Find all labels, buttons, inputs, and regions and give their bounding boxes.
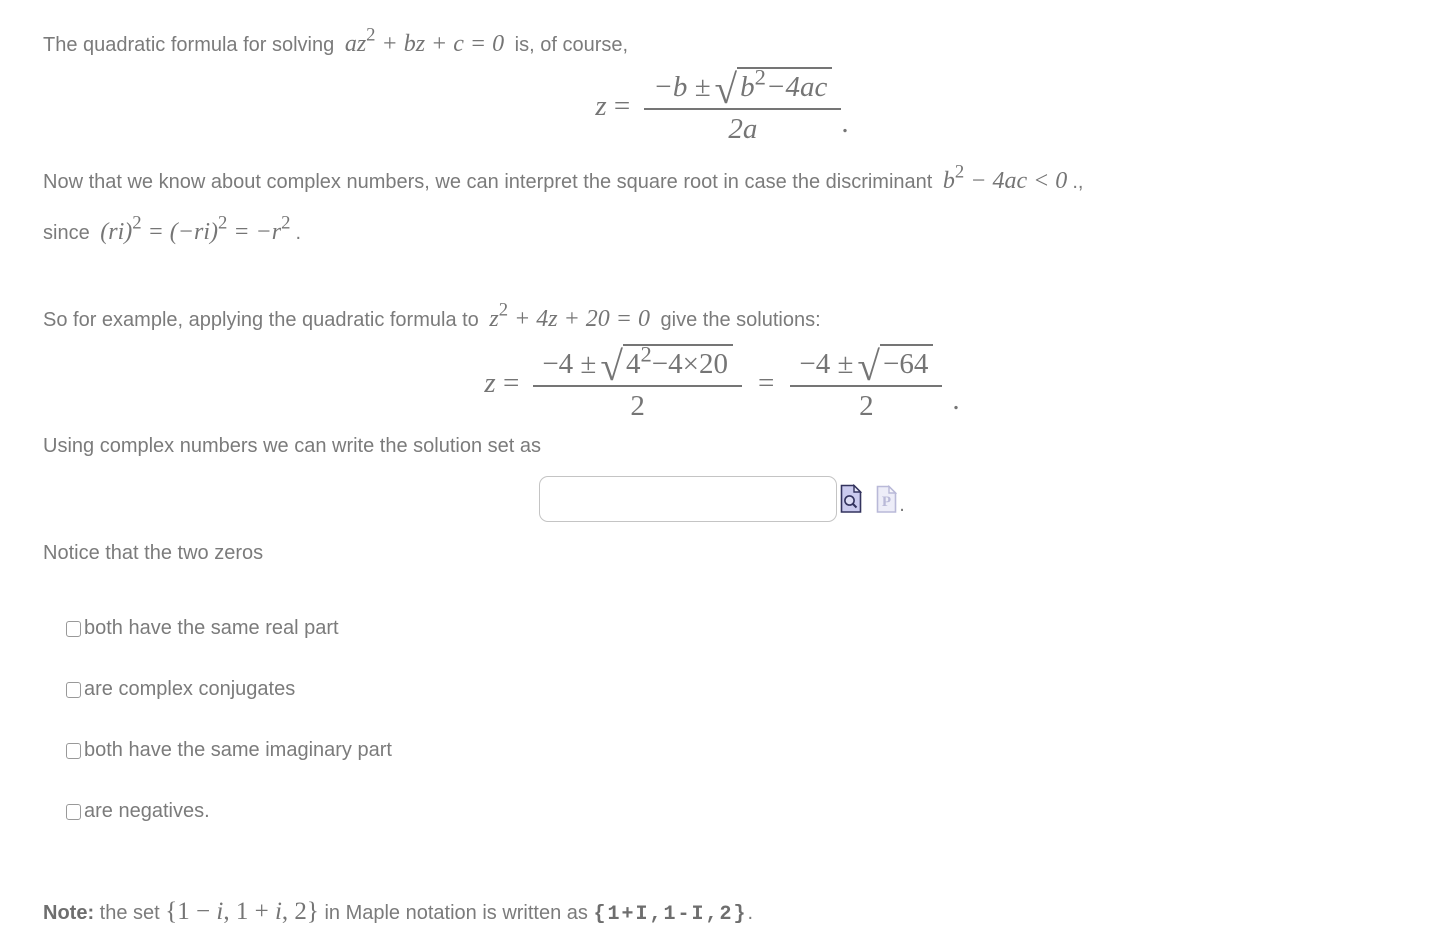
- math-exponent: 2: [132, 212, 142, 234]
- answer-input[interactable]: [539, 476, 837, 522]
- formula-lhs: [484, 367, 519, 400]
- math-term: , 2}: [281, 898, 319, 926]
- choices-list: [66, 617, 1401, 823]
- intro-text-after: is, of course,: [509, 34, 629, 56]
- math-term: −4×20: [651, 348, 728, 381]
- math-term: , 1 +: [223, 898, 275, 926]
- formula-period: .: [841, 107, 849, 140]
- math-term: 4: [625, 348, 641, 381]
- math-term: i: [274, 898, 282, 926]
- choice-label: are complex conjugates: [84, 678, 296, 701]
- math-term: = (−ri): [141, 218, 218, 245]
- math-exponent: 2: [366, 24, 376, 46]
- checkbox-negatives[interactable]: [66, 804, 81, 820]
- math-term: = −r: [227, 218, 282, 245]
- note-text: .: [747, 902, 754, 925]
- note-text: the set: [94, 902, 166, 925]
- math-term: z: [489, 305, 499, 332]
- paragraph-text: since: [43, 221, 96, 244]
- note-label: Note:: [43, 902, 95, 925]
- solution-set-paragraph: Using complex numbers we can write the solution set as: [43, 435, 542, 458]
- example-equation-math: [489, 299, 650, 332]
- math-term: −4ac: [765, 71, 828, 104]
- math-term: i: [216, 898, 224, 926]
- math-exponent: 2: [640, 341, 652, 367]
- fraction-numerator: [790, 343, 942, 390]
- choice-row: [66, 678, 1401, 701]
- math-exponent: 2: [218, 212, 228, 234]
- math-term: =: [606, 90, 631, 123]
- radicand: [737, 64, 832, 104]
- choice-label: both have the same imaginary part: [84, 739, 392, 762]
- math-term: z: [484, 367, 496, 400]
- paragraph-text: give the solutions:: [655, 308, 821, 331]
- math-term: −4 ±: [799, 348, 854, 381]
- paragraph-text: .: [295, 221, 302, 244]
- math-term: b: [942, 168, 955, 195]
- radical-sign: √: [857, 343, 880, 390]
- plot-preview-button[interactable]: [876, 485, 897, 514]
- choice-row: [66, 739, 1401, 762]
- fraction-denominator: 2: [859, 390, 874, 423]
- formula-fraction: [790, 344, 942, 423]
- math-term: − 4ac < 0: [964, 168, 1068, 195]
- math-exponent: 2: [498, 299, 509, 321]
- math-term: −4 ±: [542, 348, 597, 381]
- answer-row: [43, 476, 1401, 522]
- fraction-denominator: [644, 110, 841, 146]
- choice-row: [66, 800, 1401, 823]
- square-root: [857, 343, 933, 390]
- fraction-numerator: [644, 64, 841, 113]
- math-term: + bz + c = 0: [375, 31, 505, 57]
- math-term: =: [495, 367, 520, 400]
- math-term: az: [344, 31, 367, 57]
- solution-set-math: [165, 898, 319, 925]
- example-solution-display: [43, 341, 1401, 423]
- quadratic-equation-math: [344, 24, 505, 57]
- equals-sign: =: [757, 367, 775, 400]
- math-exponent: 2: [281, 212, 291, 234]
- intro-paragraph: [43, 26, 1401, 63]
- zeros-paragraph: Notice that the two zeros: [43, 542, 264, 565]
- math-term: z: [595, 90, 607, 123]
- formula-period: .: [952, 384, 960, 417]
- note-text: in Maple notation is written as: [318, 902, 594, 925]
- discriminant-math: [942, 161, 1068, 195]
- ri-squared-math: [100, 212, 291, 245]
- square-root: [714, 64, 833, 113]
- checkbox-complex-conjugates[interactable]: [66, 682, 81, 698]
- choice-row: [66, 617, 1401, 640]
- paragraph-text: .,: [1072, 171, 1084, 194]
- math-term: (ri): [100, 218, 133, 245]
- document-p-icon: [876, 485, 897, 514]
- math-term: 2a: [728, 113, 758, 146]
- math-exponent: 2: [954, 161, 965, 183]
- svg-text:P: P: [882, 493, 892, 510]
- radical-sign: √: [600, 343, 623, 390]
- example-paragraph: [43, 301, 1401, 338]
- radical-sign: √: [714, 66, 738, 113]
- complex-interpretation-paragraph: [43, 156, 1401, 257]
- checkbox-same-real-part[interactable]: [66, 621, 81, 637]
- equation-preview-button[interactable]: [840, 484, 862, 514]
- math-term: + 4z + 20 = 0: [508, 305, 650, 332]
- paragraph-text: So for example, applying the quadratic formula to: [43, 308, 485, 331]
- math-term: b: [740, 71, 755, 104]
- document-magnifier-icon: [840, 484, 862, 514]
- choice-label: both have the same real part: [84, 617, 339, 640]
- radicand: [623, 341, 733, 381]
- radicand: −64: [880, 344, 933, 381]
- choice-label: are negatives.: [84, 800, 210, 823]
- square-root: [600, 341, 733, 390]
- note-paragraph: [43, 893, 1401, 932]
- formula-fraction: [533, 341, 742, 423]
- math-term: {1 −: [165, 898, 217, 926]
- fraction-denominator: 2: [630, 390, 645, 423]
- paragraph-text: Now that we know about complex numbers, we can interpret the square root in case the discriminant: [43, 171, 938, 194]
- intro-text-before: The quadratic formula for solving: [43, 34, 340, 56]
- formula-lhs: [595, 90, 630, 123]
- answer-period: .: [899, 493, 905, 516]
- quadratic-formula-display: [43, 64, 1401, 146]
- math-term: −b ±: [653, 71, 711, 104]
- formula-fraction: [644, 64, 841, 146]
- checkbox-same-imaginary-part[interactable]: [66, 743, 81, 759]
- maple-notation: {1+I,1-I,2}: [593, 903, 748, 927]
- math-exponent: 2: [754, 64, 766, 90]
- fraction-numerator: [533, 341, 742, 390]
